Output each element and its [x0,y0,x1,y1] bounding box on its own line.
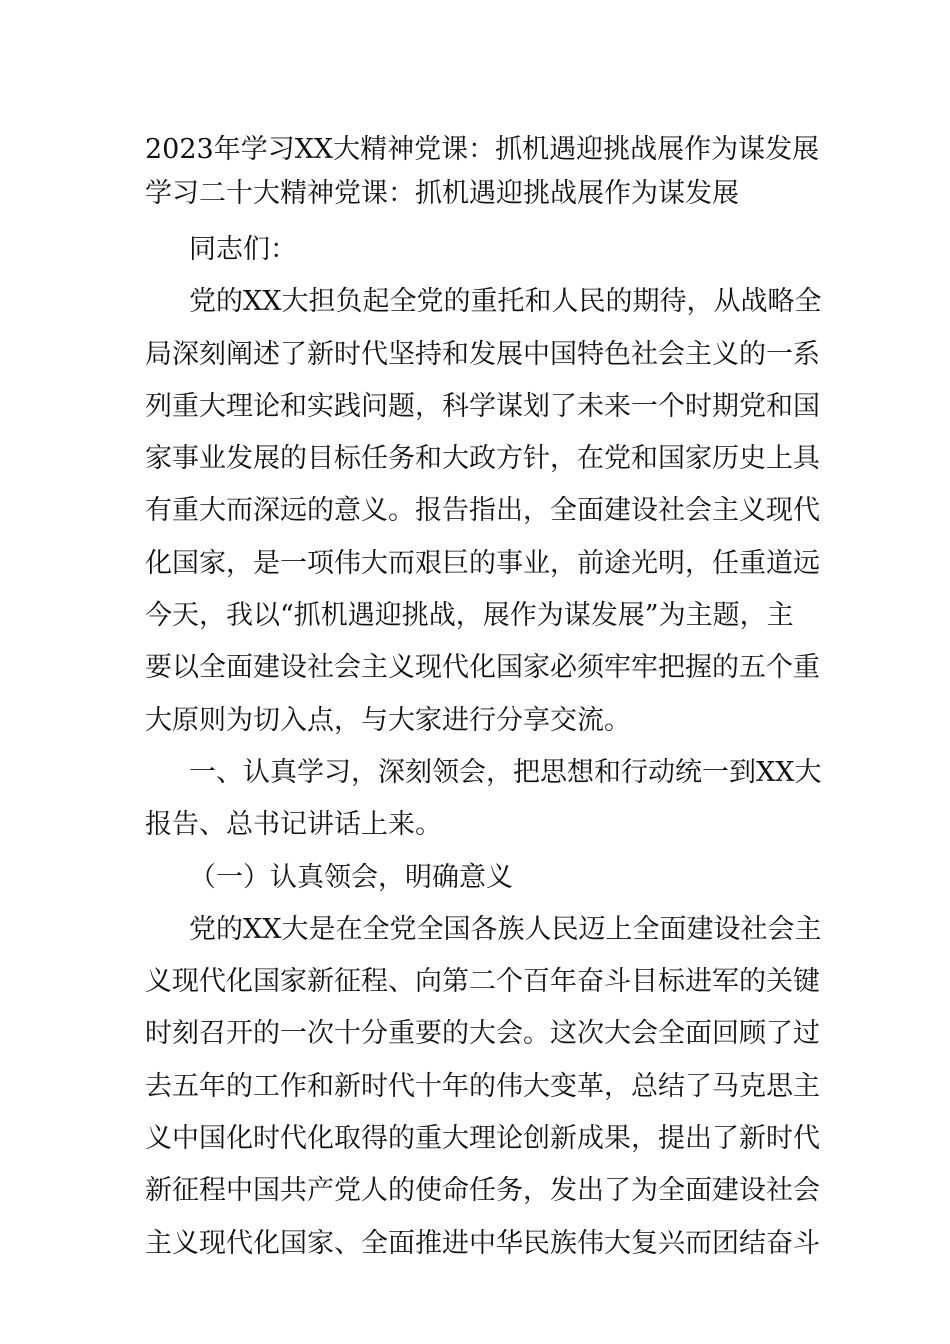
document-title: 2023年学习XX大精神党课：抓机遇迎挑战展作为谋发展 [145,134,820,165]
paragraph-line: 报告、总书记讲话上来。 [145,809,442,841]
paragraph-line: 时刻召开的一次十分重要的大会。这次大会全面回顾了过 [145,1018,820,1050]
salutation: 同志们： [189,234,297,265]
paragraph-line: 有重大而深远的意义。报告指出，全面建设社会主义现代 [145,495,820,527]
paragraph-line: 化国家，是一项伟大而艰巨的事业，前途光明，任重道远 [145,547,820,579]
paragraph-line: 义中国化时代化取得的重大理论创新成果，提出了新时代 [145,1123,820,1155]
paragraph-line: 要以全面建设社会主义现代化国家必须牢牢把握的五个重 [145,652,820,684]
paragraph-line: 一、认真学习，深刻领会，把思想和行动统一到XX大 [189,756,822,788]
paragraph-line: 去五年的工作和新时代十年的伟大变革，总结了马克思主 [145,1070,820,1102]
paragraph-line: 主义现代化国家、全面推进中华民族伟大复兴而团结奋斗 [145,1227,820,1259]
document-subtitle: 学习二十大精神党课：抓机遇迎挑战展作为谋发展 [145,178,739,209]
paragraph-line: （一）认真领会，明确意义 [189,861,513,893]
paragraph-line: 义现代化国家新征程、向第二个百年奋斗目标进军的关键 [145,966,820,998]
paragraph-line: 今天，我以“抓机遇迎挑战，展作为谋发展”为主题，主 [145,600,794,632]
document-body [145,128,822,1270]
paragraph-line: 列重大理论和实践问题，科学谋划了未来一个时期党和国 [145,390,820,422]
paragraph-lines [145,276,822,1270]
paragraph-line: 家事业发展的目标任务和大政方针，在党和国家历史上具 [145,443,820,475]
paragraph-line: 新征程中国共产党人的使命任务，发出了为全面建设社会 [145,1175,820,1207]
paragraph-line: 局深刻阐述了新时代坚持和发展中国特色社会主义的一系 [145,338,820,370]
paragraph-line: 党的XX大担负起全党的重托和人民的期待，从战略全 [189,286,822,318]
paragraph-line: 党的XX大是在全党全国各族人民迈上全面建设社会主 [189,913,822,945]
paragraph-line: 大原则为切入点，与大家进行分享交流。 [145,704,631,736]
